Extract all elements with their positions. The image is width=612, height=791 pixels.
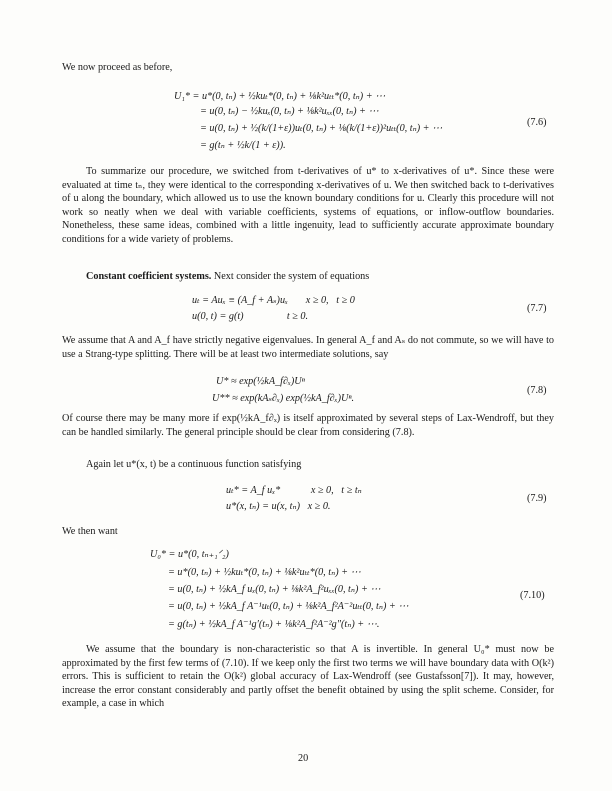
page-number: 20 [298,753,309,764]
equation-line: = u(0, tₙ) + ½(k/(1+ε))uₜ(0, tₙ) + ⅛(k/(1+ε))²uₜₜ(0, tₙ) + ⋯ [200,123,443,134]
section-paragraph [86,270,369,284]
equation-line: = u(0, tₙ) − ½kuₓ(0, tₙ) + ⅛k²uₓₓ(0, tₙ) + ⋯ [200,106,379,117]
final-paragraph: We assume that the boundary is non-characteristic so that A is invertible. In general U₀* must now be approximated by the first few terms of (7.10). If we keep only the first two terms we will have boundary data with O(k²) errors. This is sufficient to retain the O(k²) global accuracy of Lax-Wendroff (see Gustafsson[7]). It may, however, increase the error constant considerably and partly offset the benefit obtained by using the split scheme. Consider, for example, a case in which [62,644,554,709]
equation-line: uₜ* = A_f uₓ* x ≥ 0, t ≥ tₙ [226,485,362,496]
equation-line: = u*(0, tₙ) + ½kuₜ*(0, tₙ) + ⅛k²uₜₜ*(0, tₙ) + ⋯ [168,567,361,578]
summary-paragraph: To summarize our procedure, we switched from t-derivatives of u* to x-derivatives of u*. Since these were evaluated at time tₙ, they were identical to the corresponding x-derivatives of u. We then switched back to t-derivatives of u along the boundary, which allowed us to use the known boundary conditions for u. Clearly this procedure will not work so neatly when we deal with variable coefficients, systems of equations, or inflow-outflow boundaries. Nonetheless, these same ideas, combined with a little ingenuity, lead to sufficiently accurate approximate boundary conditions for a wide variety of problems. [62,166,554,245]
equation-line: uₜ = Auₓ ≡ (A_f + Aₛ)uₓ x ≥ 0, t ≥ 0 [192,295,355,306]
equation-number: (7.6) [527,117,547,128]
section-heading: Constant coefficient systems. [86,271,212,282]
intro-sentence: We now proceed as before, [62,62,173,73]
equation-line: U** ≈ exp(kAₛ∂ₓ) exp(½kA_f∂ₓ)Uⁿ. [212,393,355,404]
again-sentence: Again let u*(x, t) be a continuous function satisfying [86,459,302,470]
section-text: Next consider the system of equations [213,271,370,282]
assumption-paragraph: We assume that A and A_f have strictly negative eigenvalues. In general A_f and Aₛ do not commute, so we will have to use a Strang-type splitting. There will be at least two intermediate solutions, say [62,335,554,360]
course-paragraph: Of course there may be many more if exp(½kA_f∂ₓ) is itself approximated by several steps of Lax-Wendroff, but they can be handled similarly. The general principle should be clear from considering (7.8). [62,413,554,438]
equation-line: U* ≈ exp(½kA_f∂ₓ)Uⁿ [216,376,305,387]
equation-line: = u(0, tₙ) + ½kA_f uₓ(0, tₙ) + ⅛k²A_f²uₓₓ(0, tₙ) + ⋯ [168,584,381,595]
equation-line: = u(0, tₙ) + ½kA_f A⁻¹uₜ(0, tₙ) + ⅛k²A_f²A⁻²uₜₜ(0, tₙ) + ⋯ [168,601,409,612]
equation-number: (7.7) [527,303,547,314]
equation-line: u*(x, tₙ) = u(x, tₙ) x ≥ 0. [226,501,331,512]
equation-line: U₀* = u*(0, tₙ₊₁ᐟ₂) [150,549,229,560]
equation-line: u(0, t) = g(t) t ≥ 0. [192,311,309,322]
equation-line: = g(tₙ) + ½kA_f A⁻¹g′(tₙ) + ⅛k²A_f²A⁻²g″(tₙ) + ⋯. [168,619,380,630]
equation-line: = g(tₙ + ½k/(1 + ε)). [200,140,286,151]
equation-number: (7.8) [527,385,547,396]
equation-number: (7.10) [520,590,545,601]
want-sentence: We then want [62,526,118,537]
equation-number: (7.9) [527,493,547,504]
equation-line: U₁* = u*(0, tₙ) + ½kuₜ*(0, tₙ) + ⅛k²uₜₜ*(0, tₙ) + ⋯ [174,91,386,102]
